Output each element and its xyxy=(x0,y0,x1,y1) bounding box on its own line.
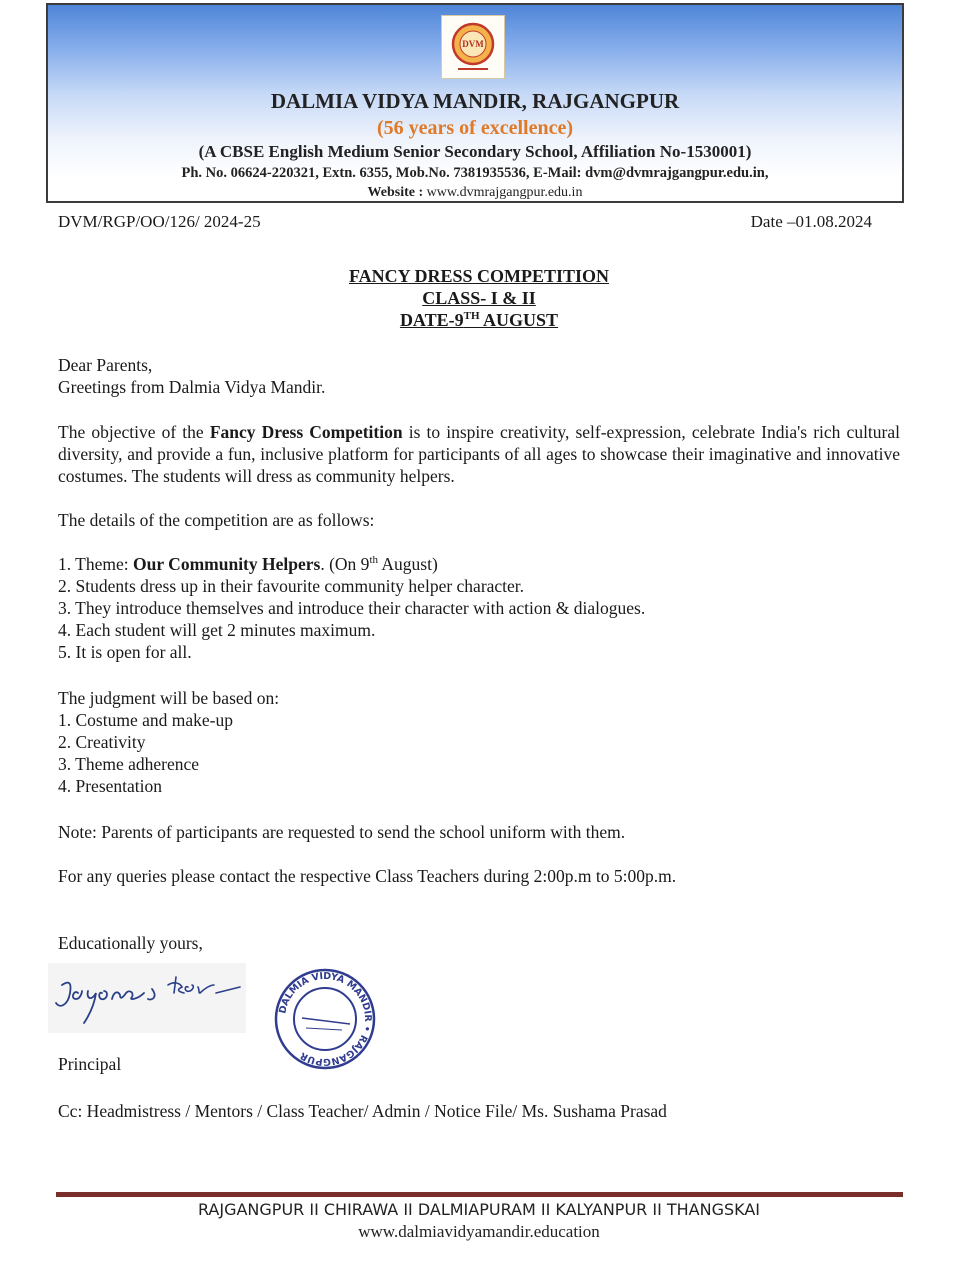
item1-bold: Our Community Helpers xyxy=(133,554,321,574)
item1-mid: . (On 9 xyxy=(320,554,370,574)
judgment-item: 2. Creativity xyxy=(58,732,146,752)
principal-signature xyxy=(48,963,246,1033)
letter-date: Date –01.08.2024 xyxy=(750,212,872,231)
judgment-block xyxy=(58,687,900,797)
school-logo xyxy=(441,15,505,79)
item1-post: August) xyxy=(378,554,438,574)
affiliation-line: (A CBSE English Medium Senior Secondary School, Affiliation No-1530001) xyxy=(198,142,752,161)
school-tagline: (56 years of excellence) xyxy=(376,117,573,139)
judgment-item: 1. Costume and make-up xyxy=(58,710,233,730)
website-line xyxy=(48,185,902,201)
judgment-intro: The judgment will be based on: xyxy=(58,688,280,708)
cc-line: Cc: Headmistress / Mentors / Class Teacher/ Admin / Notice File/ Ms. Sushama Prasad xyxy=(58,1101,667,1121)
judgment-item: 4. Presentation xyxy=(58,776,163,796)
closing: Educationally yours, xyxy=(58,933,203,953)
title-date-post: AUGUST xyxy=(479,310,559,330)
details-list xyxy=(58,553,900,663)
details-item-2: 2. Students dress up in their favourite community helper character. xyxy=(58,576,525,596)
contact-line: Ph. No. 06624-220321, Extn. 6355, Mob.No. 7381935536, E-Mail: dvm@dvmrajgangpur.edu.in, xyxy=(181,165,769,181)
salutation: Dear Parents, xyxy=(58,355,153,375)
details-item-3: 3. They introduce themselves and introduce their character with action & dialogues. xyxy=(58,598,646,618)
title-date-sup: TH xyxy=(463,310,480,322)
objective-pre: The objective of the xyxy=(58,422,210,442)
details-item-5: 5. It is open for all. xyxy=(58,642,192,662)
notice-title xyxy=(0,265,958,331)
salutation-block xyxy=(58,354,900,398)
title-line-3 xyxy=(0,309,958,331)
objective-post: is to inspire creativity, self-expression, celebrate India's rich cultural diversity, and provide a fun, inclusive platform for participants of all ages to showcase their imaginative and innovative costumes. The students will dress as community helpers. xyxy=(58,422,901,486)
logo-text: DVM xyxy=(462,39,484,49)
footer-website: www.dalmiavidyamandir.education xyxy=(358,1222,600,1241)
footer-cities: RAJGANGPUR II CHIRAWA II DALMIAPURAM II KALYANPUR II THANGSKAI xyxy=(197,1200,761,1219)
letterhead xyxy=(46,3,904,203)
note: Note: Parents of participants are requested to send the school uniform with them. xyxy=(58,822,626,842)
objective-bold: Fancy Dress Competition xyxy=(209,422,403,442)
website-url: www.dvmrajgangpur.edu.in xyxy=(426,185,583,200)
judgment-item: 3. Theme adherence xyxy=(58,754,200,774)
item1-pre: 1. Theme: xyxy=(58,554,134,574)
objective-paragraph xyxy=(58,421,900,487)
details-item-4: 4. Each student will get 2 minutes maximum. xyxy=(58,620,376,640)
greeting: Greetings from Dalmia Vidya Mandir. xyxy=(58,377,326,397)
title-line-2: CLASS- I & II xyxy=(422,288,536,308)
reference-number: DVM/RGP/OO/126/ 2024-25 xyxy=(58,212,261,231)
footer-rule xyxy=(56,1192,903,1197)
title-line-1: FANCY DRESS COMPETITION xyxy=(348,266,610,286)
school-name: DALMIA VIDYA MANDIR, RAJGANGPUR xyxy=(270,89,680,113)
item1-sup: th xyxy=(369,554,378,567)
title-date-pre: DATE-9 xyxy=(399,310,464,330)
details-item-1 xyxy=(58,553,900,575)
stamp-text: DALMIA VIDYA MANDIR • RAJGANGPUR xyxy=(277,970,374,1068)
queries-line: For any queries please contact the respective Class Teachers during 2:00p.m to 5:00p.m. xyxy=(58,866,677,886)
signatory: Principal xyxy=(58,1054,122,1074)
details-intro: The details of the competition are as follows: xyxy=(58,510,375,530)
website-label: Website : xyxy=(367,185,424,200)
